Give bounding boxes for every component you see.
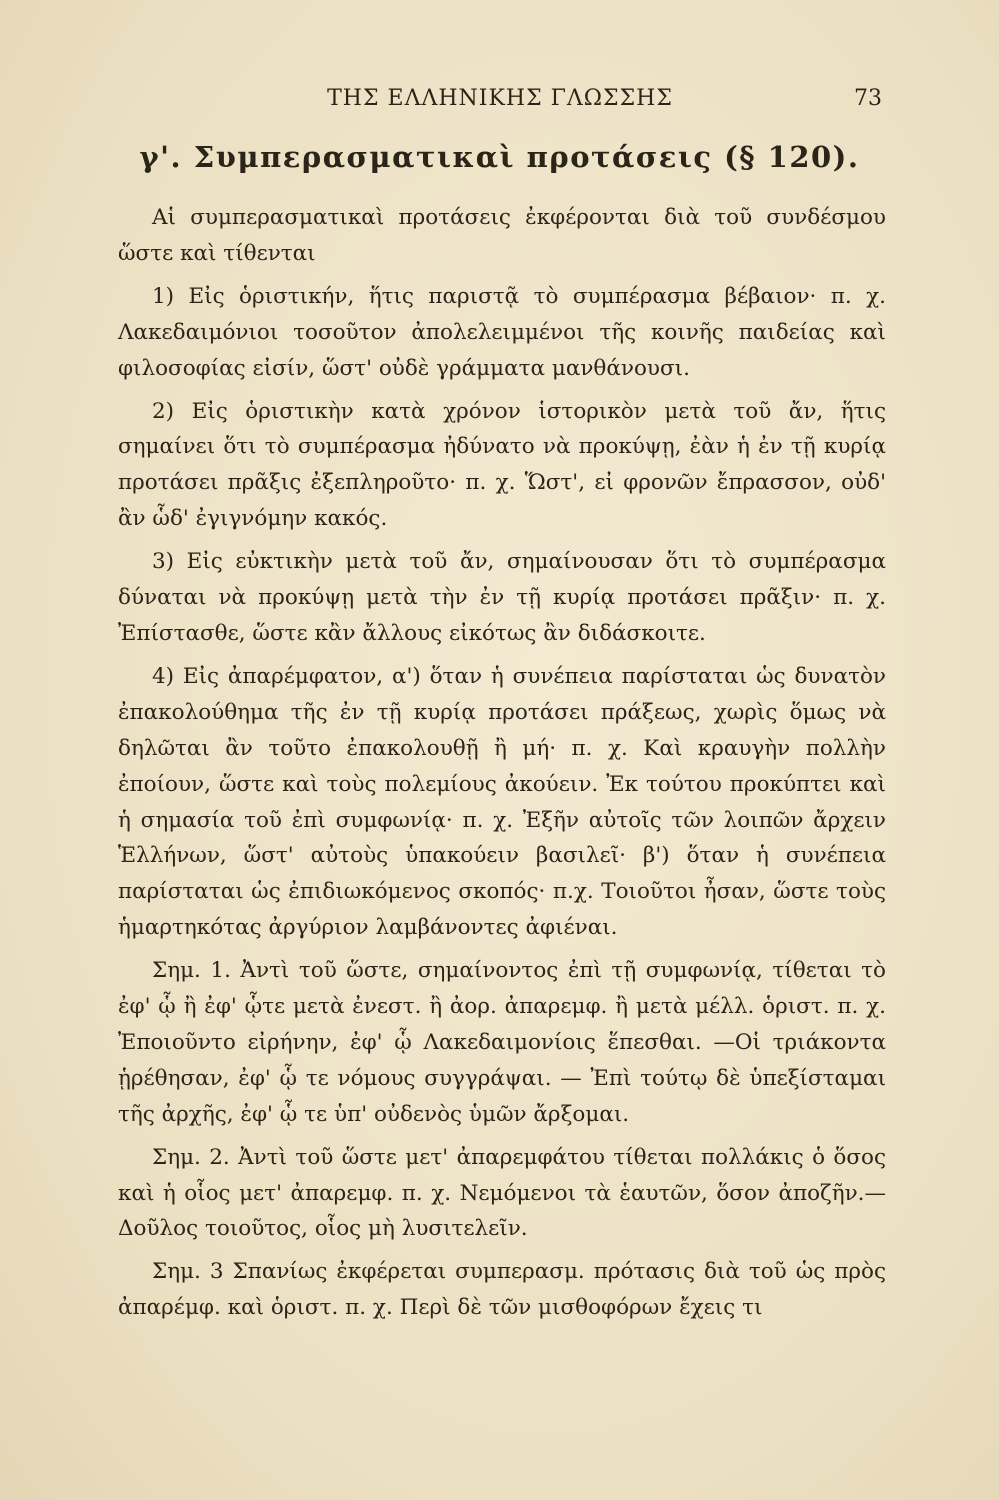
running-title: ΤΗΣ ΕΛΛΗΝΙΚΗΣ ΓΛΩΣΣΗΣ (327, 86, 673, 111)
paragraph-rule-1: 1) Εἰς ὁριστικήν, ἥτις παριστᾷ τὸ συμπέρασμα βέβαιον· π. χ. Λακεδαιμόνιοι τοσοῦτον ἀπολελειμμένοι τῆς κοινῆς παιδείας καὶ φιλοσοφίας εἰσίν, ὥστ' οὐδὲ γράμματα μανθάνουσι. (118, 283, 886, 381)
paragraph-rule-2: 2) Εἰς ὁριστικὴν κατὰ χρόνον ἱστορικὸν μετὰ τοῦ ἄν, ἥτις σημαίνει ὅτι τὸ συμπέρασμα ἠδύνατο νὰ προκύψῃ, ἐὰν ἡ ἐν τῇ κυρίᾳ προτάσει πρᾶξις ἐξεπληροῦτο· π. χ. Ὥστ', εἰ φρονῶν ἔπρασσον, οὐδ' ἂν ὧδ' ἐγιγνόμην κακός. (118, 398, 886, 532)
paragraph-note-1: Σημ. 1. Ἀντὶ τοῦ ὥστε, σημαίνοντος ἐπὶ τῇ συμφωνίᾳ, τίθεται τὸ ἐφ' ᾧ ἢ ἐφ' ᾧτε μετὰ ἐνεστ. ἢ ἀορ. ἀπαρεμφ. ἢ μετὰ μέλλ. ὁριστ. π. χ. Ἐποιοῦντο εἰρήνην, ἐφ' ᾧ Λακεδαιμονίοις ἕπεσθαι. —Οἱ τριάκοντα ᾑρέθησαν, ἐφ' ᾧ τε νόμους συγγράψαι. — Ἐπὶ τούτῳ δὲ ὑπεξίσταμαι τῆς ἀρχῆς, ἐφ' ᾧ τε ὑπ' οὐδενὸς ὑμῶν ἄρξομαι. (118, 958, 886, 1127)
paragraph-note-3: Σημ. 3 Σπανίως ἐκφέρεται συμπερασμ. πρότασις διὰ τοῦ ὡς πρὸς ἀπαρέμφ. καὶ ὁριστ. π. χ. Περὶ δὲ τῶν μισθοφόρων ἔχεις τι (118, 1259, 886, 1321)
paragraph-rule-4: 4) Εἰς ἀπαρέμφατον, α') ὅταν ἡ συνέπεια παρίσταται ὡς δυνατὸν ἐπακολούθημα τῆς ἐν τῇ κυρίᾳ προτάσει πράξεως, χωρὶς ὅμως νὰ δηλῶται ἂν τοῦτο ἐπακολουθῇ ἢ μή· π. χ. Καὶ κραυγὴν πολλὴν ἐποίουν, ὥστε καὶ τοὺς πολεμίους ἀκούειν. Ἐκ τούτου προκύπτει καὶ ἡ σημασία τοῦ ἐπὶ συμφωνίᾳ· π. χ. Ἐξῆν αὐτοῖς τῶν λοιπῶν ἄρχειν Ἑλλήνων, ὥστ' αὐτοὺς ὑπακούειν βασιλεῖ· β') ὅταν ἡ συνέπεια παρίσταται ὡς ἐπιδιωκόμενος σκοπός· π.χ. Τοιοῦτοι ἦσαν, ὥστε τοὺς ἡμαρτηκότας ἀργύριον λαμβάνοντες ἀφιέναι. (118, 663, 886, 941)
section-heading: γ'. Συμπερασματικαὶ προτάσεις (§ 120). (139, 140, 860, 174)
paragraph-intro: Αἱ συμπερασματικαὶ προτάσεις ἐκφέρονται διὰ τοῦ συνδέσμου ὥστε καὶ τίθενται (118, 205, 886, 266)
paragraph-rule-3: 3) Εἰς εὐκτικὴν μετὰ τοῦ ἄν, σημαίνουσαν ὅτι τὸ συμπέρασμα δύναται νὰ προκύψῃ μετὰ τὴν ἐν τῇ κυρίᾳ προτάσει πρᾶξιν· π. χ. Ἐπίστασθε, ὥστε κἂν ἄλλους εἰκότως ἂν διδάσκοιτε. (118, 549, 886, 646)
page-header (120, 86, 880, 122)
page-number: 73 (854, 86, 882, 111)
paragraph-note-2: Σημ. 2. Ἀντὶ τοῦ ὥστε μετ' ἀπαρεμφάτου τίθεται πολλάκις ὁ ὅσος καὶ ἡ οἷος μετ' ἀπαρεμφ. π. χ. Νεμόμενοι τὰ ἑαυτῶν, ὅσον ἀποζῆν.—Δοῦλος τοιοῦτος, οἷος μὴ λυσιτελεῖν. (118, 1144, 886, 1242)
body-text (118, 200, 886, 1326)
